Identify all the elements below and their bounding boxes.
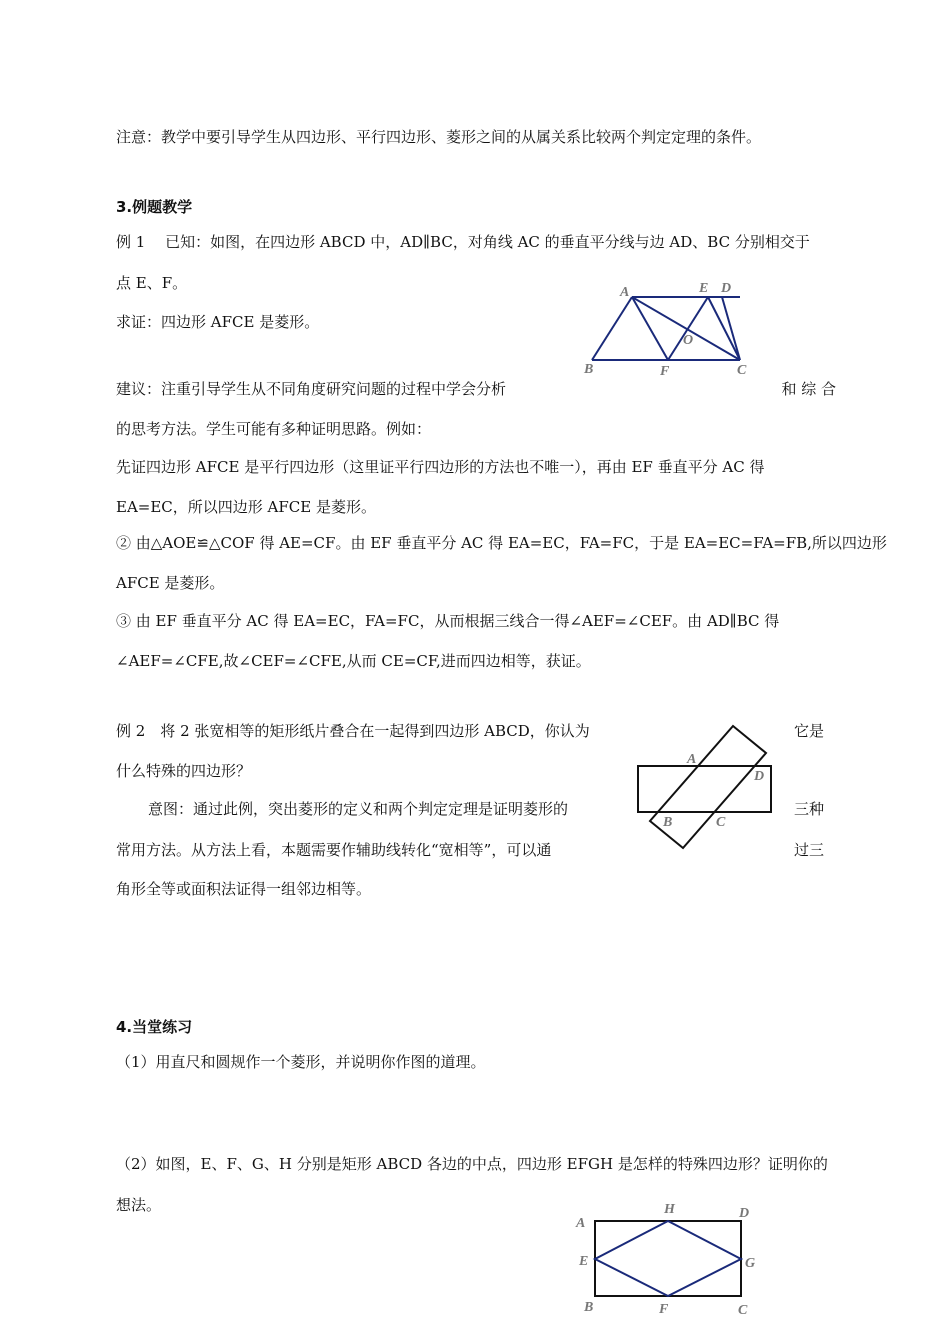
fig2-label-C: C xyxy=(716,815,726,830)
suggest-left: 建议：注重引导学生从不同角度研究问题的过程中学会分析 xyxy=(116,380,507,398)
proof3-line2: ∠AEF=∠CFE,故∠CEF=∠CFE,从而 CE=CF,进而四边相等，获证。 xyxy=(116,652,591,670)
intent-line3: 角形全等或面积法证得一组邻边相等。 xyxy=(116,880,372,898)
fig3-label-D: D xyxy=(739,1206,750,1221)
fig3-label-E: E xyxy=(579,1254,589,1269)
fig3-label-B: B xyxy=(584,1300,594,1315)
suggest-line1 xyxy=(116,379,836,399)
fig2-label-B: B xyxy=(663,815,673,830)
exercise-q2-line1: （2）如图，E、F、G、H 分别是矩形 ABCD 各边的中点，四边形 EFGH 是怎样的特殊四边形？证明你的 xyxy=(116,1155,828,1173)
intent-line1-right: 三种 xyxy=(794,800,825,818)
example1-line2: 点 E、F。 xyxy=(116,274,188,292)
figure3-rectangle-rhombus xyxy=(572,1198,768,1322)
fig1-label-B: B xyxy=(584,362,594,377)
intent-line2: 常用方法。从方法上看，本题需要作辅助线转化“宽相等”，可以通 xyxy=(116,841,552,859)
fig1-label-D: D xyxy=(721,281,732,296)
example1-prove: 求证：四边形 AFCE 是菱形。 xyxy=(116,313,320,331)
suggest-line2: 的思考方法。学生可能有多种证明思路。例如： xyxy=(116,420,432,438)
proof1-line2: EA=EC，所以四边形 AFCE 是菱形。 xyxy=(116,498,376,516)
example2-line2: 什么特殊的四边形？ xyxy=(116,762,252,780)
example2-line1: 例 2 将 2 张宽相等的矩形纸片叠合在一起得到四边形 ABCD，你认为 xyxy=(116,722,590,740)
proof2-line2: AFCE 是菱形。 xyxy=(116,574,225,592)
fig3-label-C: C xyxy=(738,1303,748,1318)
example1-line1: 例 1 已知：如图，在四边形 ABCD 中，AD∥BC，对角线 AC 的垂直平分线与边 AD、BC 分别相交于 xyxy=(116,233,810,251)
fig1-label-E: E xyxy=(699,281,709,296)
fig1-label-F: F xyxy=(660,364,670,379)
note-text: 注意：教学中要引导学生从四边形、平行四边形、菱形之间的从属关系比较两个判定定理的条件。 xyxy=(116,128,762,146)
fig3-label-F: F xyxy=(659,1302,669,1317)
suggest-right: 和 综 合 xyxy=(781,380,836,398)
intent-line1: 意图：通过此例，突出菱形的定义和两个判定定理是证明菱形的 xyxy=(148,800,569,818)
figure1-trapezoid xyxy=(580,280,750,382)
fig1-label-O: O xyxy=(683,333,694,348)
fig3-label-A: A xyxy=(576,1216,586,1231)
proof3-line1: ③ 由 EF 垂直平分 AC 得 EA=EC，FA=FC，从而根据三线合一得∠AEF=∠CEF。由 AD∥BC 得 xyxy=(116,612,780,630)
figure2-overlap-rectangles xyxy=(630,720,780,854)
section3-heading: 3.例题教学 xyxy=(116,198,193,216)
section4-heading: 4.当堂练习 xyxy=(116,1018,193,1036)
exercise-q2-line2: 想法。 xyxy=(116,1196,162,1214)
fig2-label-A: A xyxy=(687,752,697,767)
exercise-q1: （1）用直尺和圆规作一个菱形，并说明你作图的道理。 xyxy=(116,1053,486,1071)
fig2-label-D: D xyxy=(754,769,765,784)
example2-line1-right: 它是 xyxy=(794,722,825,740)
proof2-line1: ② 由△AOE≌△COF 得 AE=CF。由 EF 垂直平分 AC 得 EA=EC，FA=FC，于是 EA=EC=FA=FB,所以四边形 xyxy=(116,534,887,552)
intent-line2-right: 过三 xyxy=(794,841,825,859)
fig3-label-H: H xyxy=(664,1202,675,1217)
fig1-label-A: A xyxy=(620,285,630,300)
proof1-line1: 先证四边形 AFCE 是平行四边形（这里证平行四边形的方法也不唯一），再由 EF 垂直平分 AC 得 xyxy=(116,458,765,476)
fig1-label-C: C xyxy=(737,363,747,378)
fig3-label-G: G xyxy=(745,1256,756,1271)
